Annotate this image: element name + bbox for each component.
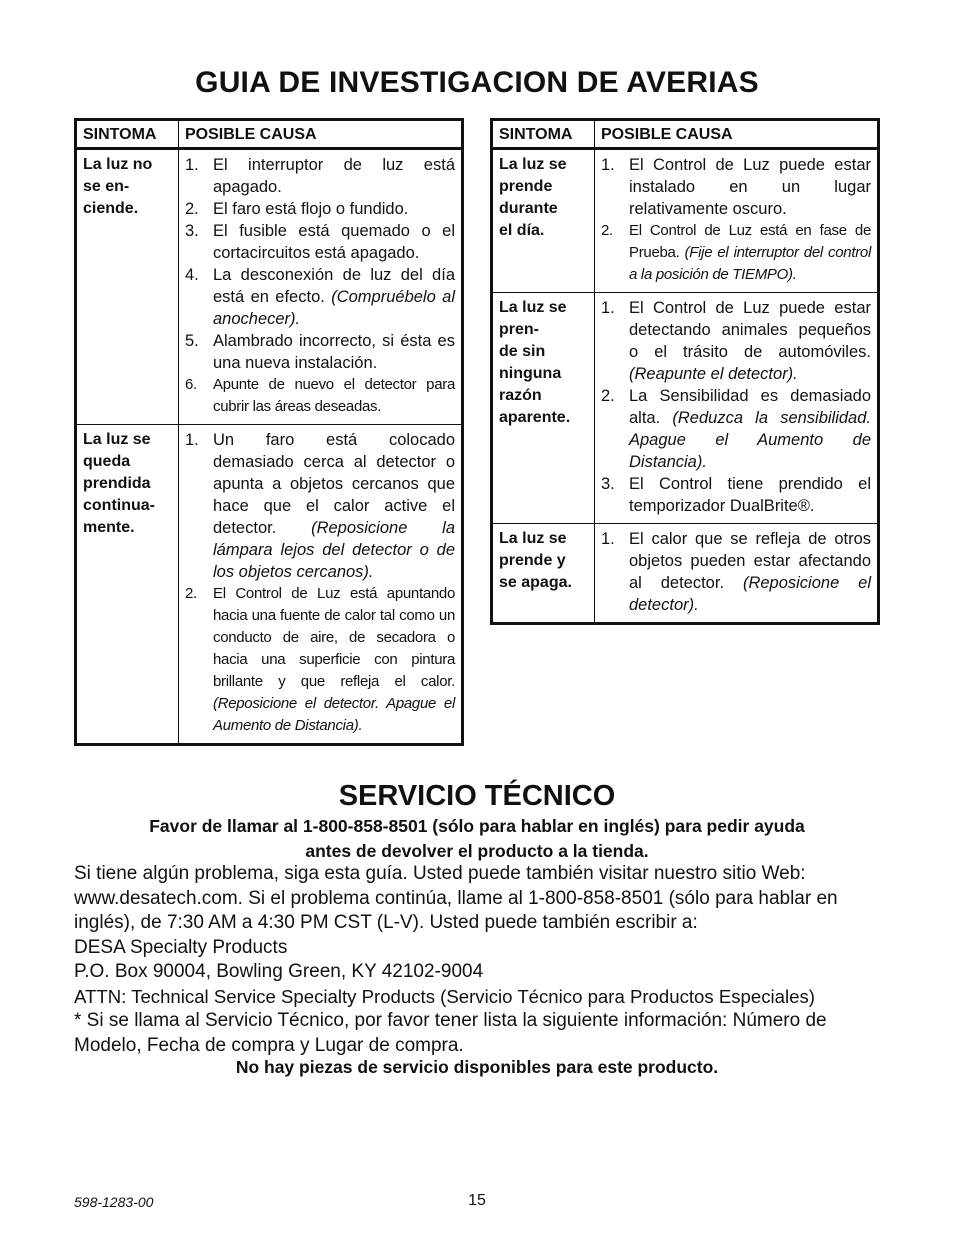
symptom-cell: [492, 293, 595, 524]
cause-number: 1.: [185, 431, 199, 449]
call-line: antes de devolver el producto a la tienda.: [305, 841, 649, 861]
symptom-line: La luz se: [499, 299, 567, 316]
address-line: DESA Specialty Products: [74, 936, 288, 958]
cause-text-wrap: [213, 154, 455, 198]
cause-text: El faro está flojo o fundido.: [213, 200, 409, 218]
cause-note: (Reposicione la lámpara lejos del detector o de los objetos cercanos).: [213, 519, 455, 581]
page-title: GUIA DE INVESTIGACION DE AVERIAS: [195, 66, 759, 99]
cause-item: [185, 374, 455, 418]
troubleshooting-table-right: [490, 118, 880, 625]
cause-item: [185, 154, 455, 198]
cause-number: 2.: [601, 222, 613, 239]
table-row: [492, 149, 879, 293]
symptom-line: prendida: [83, 475, 151, 492]
symptom-line: razón: [499, 387, 542, 404]
cause-number: 2.: [185, 200, 199, 218]
symptom-line: de sin: [499, 343, 546, 360]
cause-list: [185, 154, 455, 418]
cause-text-wrap: [213, 264, 455, 330]
cause-header: POSIBLE CAUSA: [595, 120, 879, 149]
cause-cell: [595, 293, 879, 524]
table-row: [492, 524, 879, 624]
cause-text-wrap: [213, 330, 455, 374]
cause-text-wrap: [629, 297, 871, 385]
cause-item: [185, 429, 455, 583]
cause-text: Un faro está colocado demasiado cerca al detector o apunta a objetos cercanos que hace que el calor active el detector.: [213, 431, 455, 537]
cause-number: 2.: [601, 387, 615, 405]
symptom-line: La luz no: [83, 156, 153, 173]
table-row: [76, 149, 463, 425]
symptom-header: SINTOMA: [492, 120, 595, 149]
cause-text: El Control tiene prendido el temporizador DualBrite®.: [629, 475, 871, 515]
cause-note: (Reapunte el detector).: [629, 365, 798, 383]
service-title: SERVICIO TÉCNICO: [338, 780, 616, 812]
symptom-line: continua-: [83, 497, 155, 514]
symptom-line: La luz se: [499, 156, 567, 173]
cause-text: Apunte de nuevo el detector para cubrir las áreas deseadas.: [213, 376, 455, 415]
cause-item: [185, 264, 455, 330]
address-line: ATTN: Technical Service Specialty Products (Servicio Técnico para Productos Especiales): [74, 985, 815, 1007]
symptom-line: mente.: [83, 519, 135, 536]
symptom-line: ninguna: [499, 365, 562, 382]
symptom-cell: [492, 149, 595, 293]
cause-text: Alambrado incorrecto, si ésta es una nueva instalación.: [213, 332, 455, 372]
cause-cell: [595, 149, 879, 293]
cause-text-wrap: [629, 385, 871, 473]
cause-text-wrap: [629, 528, 871, 616]
symptom-line: prende y: [499, 552, 566, 569]
cause-text: La Sensibilidad es demasiado alta.: [629, 387, 871, 427]
cause-note: (Compruébelo al anochecer).: [213, 288, 455, 328]
cause-list: [601, 154, 871, 286]
cause-item: [601, 385, 871, 473]
cause-text-wrap: [213, 429, 455, 583]
cause-item: [601, 154, 871, 220]
address-line: P.O. Box 90004, Bowling Green, KY 42102-9004: [74, 961, 484, 982]
cause-header: POSIBLE CAUSA: [179, 120, 463, 149]
call-line: Favor de llamar al 1-800-858-8501 (sólo para hablar en inglés) para pedir ayuda: [149, 816, 805, 836]
cause-text-wrap: [213, 220, 455, 264]
cause-number: 2.: [185, 585, 197, 602]
table-header-row: [76, 120, 463, 149]
cause-item: [601, 297, 871, 385]
cause-item: [185, 583, 455, 737]
cause-text-wrap: [629, 220, 871, 286]
symptom-cell: [492, 524, 595, 624]
cause-number: 1.: [601, 299, 615, 317]
symptom-line: La luz se: [83, 431, 151, 448]
cause-item: [601, 220, 871, 286]
cause-list: [601, 528, 871, 616]
cause-cell: [179, 149, 463, 425]
cause-note: (Reposicione el detector. Apague el Aumento de Distancia).: [213, 695, 455, 734]
cause-cell: [595, 524, 879, 624]
cause-number: 4.: [185, 266, 199, 284]
cause-number: 3.: [185, 222, 199, 240]
cause-number: 6.: [185, 376, 197, 393]
symptom-line: aparente.: [499, 409, 571, 426]
cause-item: [185, 220, 455, 264]
service-call-instructions: [74, 814, 880, 864]
cause-item: [601, 528, 871, 616]
cause-number: 1.: [601, 156, 615, 174]
info-note: * Si se llama al Servicio Técnico, por favor tener lista la siguiente información: Número de Modelo, Fecha de compra y Lugar de compra.: [74, 1010, 827, 1056]
cause-text-wrap: [629, 154, 871, 220]
cause-note: (Reduzca la sensibilidad. Apague el Aumento de Distancia).: [629, 409, 871, 471]
symptom-line: queda: [83, 453, 131, 470]
cause-text: El Control de Luz puede estar detectando animales pequeños o el trásito de automóviles.: [629, 299, 871, 361]
parts-note: No hay piezas de servicio disponibles para este producto.: [235, 1057, 719, 1077]
symptom-line: La luz se: [499, 530, 567, 547]
page-number: 15: [468, 1192, 486, 1209]
cause-cell: [179, 425, 463, 745]
cause-text-wrap: [629, 473, 871, 517]
service-body: [74, 862, 894, 1058]
cause-text-wrap: [213, 583, 455, 737]
symptom-line: se en-: [83, 178, 130, 195]
symptom-header: SINTOMA: [76, 120, 179, 149]
cause-number: 1.: [185, 156, 199, 174]
cause-number: 3.: [601, 475, 615, 493]
troubleshooting-table-left: [74, 118, 464, 746]
cause-note: (Reposicione el detector).: [629, 574, 871, 614]
cause-item: [185, 330, 455, 374]
symptom-line: el día.: [499, 222, 545, 239]
cause-item: [185, 198, 455, 220]
cause-list: [185, 429, 455, 737]
symptom-line: ciende.: [83, 200, 139, 217]
cause-item: [601, 473, 871, 517]
cause-text: El Control de Luz puede estar instalado en un lugar relativamente oscuro.: [629, 156, 871, 218]
table-row: [492, 293, 879, 524]
cause-text: El interruptor de luz está apagado.: [213, 156, 455, 196]
cause-text: El fusible está quemado o el cortacircuitos está apagado.: [213, 222, 455, 262]
symptom-line: durante: [499, 200, 558, 217]
table-row: [76, 425, 463, 745]
service-paragraph: Si tiene algún problema, siga esta guía. Usted puede también visitar nuestro sitio Web: www.desatech.com. Si el problema continúa, llame al 1-800-858-8501 (sólo para hablar en inglés), de 7:30 AM a 4:30 PM CST (L-V). Usted puede también escribir a:: [74, 863, 838, 933]
cause-text-wrap: [213, 374, 455, 418]
cause-text-wrap: [213, 198, 455, 220]
cause-text: La desconexión de luz del día está en efecto.: [213, 266, 455, 306]
cause-number: 5.: [185, 332, 199, 350]
symptom-line: pren-: [499, 321, 539, 338]
symptom-line: prende: [499, 178, 553, 195]
symptom-cell: [76, 425, 179, 745]
cause-note: (Fije el interruptor del control a la posición de TIEMPO).: [629, 244, 871, 283]
table-header-row: [492, 120, 879, 149]
cause-list: [601, 297, 871, 517]
cause-text: El Control de Luz está en fase de Prueba.: [629, 222, 871, 261]
cause-number: 1.: [601, 530, 615, 548]
symptom-cell: [76, 149, 179, 425]
symptom-line: se apaga.: [499, 574, 572, 591]
cause-text: El calor que se refleja de otros objetos pueden estar afectando al detector.: [629, 530, 871, 592]
cause-text: El Control de Luz está apuntando hacia una fuente de calor tal como un conducto de aire, de secadora o hacia una superficie con pintura brillante y que refleja el calor.: [213, 585, 455, 690]
document-number: 598-1283-00: [74, 1194, 154, 1210]
